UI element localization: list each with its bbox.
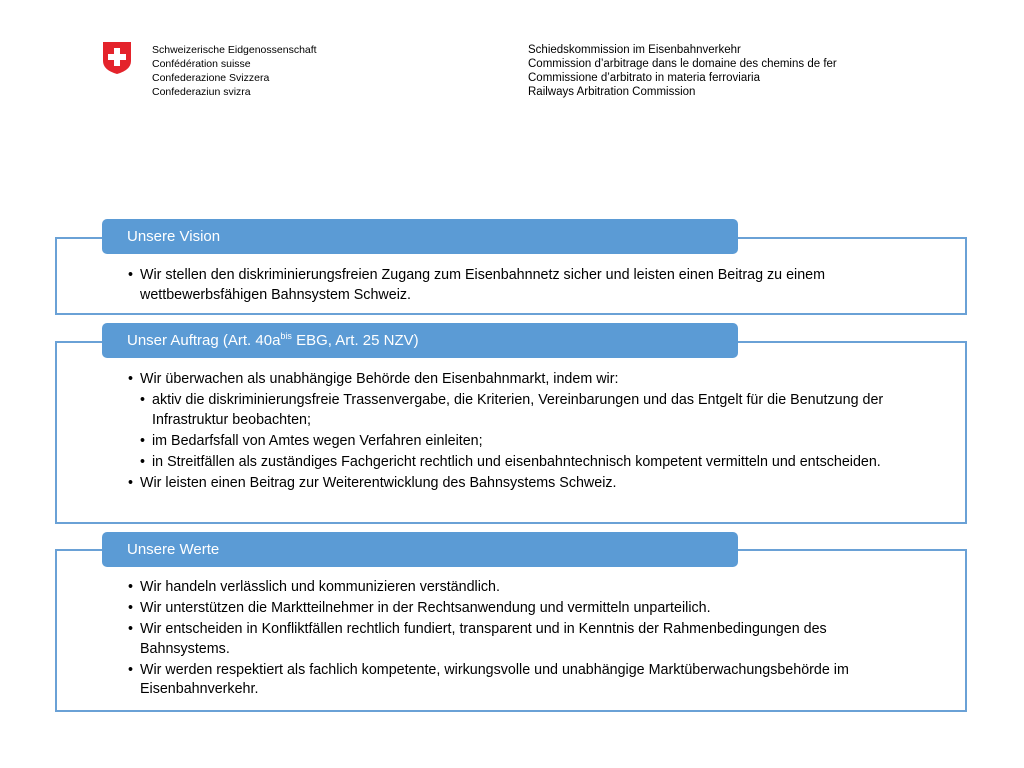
mandate-title-suffix: EBG, Art. 25 NZV) [291,332,419,349]
mandate-title [102,323,738,358]
mandate-subitem: • im Bedarfsfall von Amtes wegen Verfahren einleiten; [140,432,918,452]
values-title [102,532,738,567]
mandate-subitem: • aktiv die diskriminierungsfreie Trassenvergabe, die Kriterien, Vereinbarungen und das Entgelt für die Benutzung der Infrastruktur beobachten; [140,391,918,430]
mandate-content [128,370,918,495]
commission-name-fr: Commission d’arbitrage dans le domaine des chemins de fer [528,58,837,70]
confederation-name-block [152,43,317,99]
confederation-name-it: Confederazione Svizzera [152,72,270,84]
commission-name-it: Commissione d’arbitrato in materia ferroviaria [528,72,760,84]
vision-title [102,219,738,254]
mandate-title-prefix: Unser Auftrag (Art. 40a [127,332,281,349]
values-title-text: Unsere Werte [127,541,220,558]
mandate-subitem: • in Streitfällen als zuständiges Fachgericht rechtlich und eisenbahntechnisch kompetent vermitteln und entscheiden. [140,453,918,473]
vision-item: • Wir stellen den diskriminierungsfreien Zugang zum Eisenbahnnetz sicher und leisten einen Beitrag zu einem wettbewerbsfähigen Bahnsystem Schweiz. [128,266,918,305]
commission-name-de: Schiedskommission im Eisenbahnverkehr [528,44,741,56]
commission-name-en: Railways Arbitration Commission [528,86,696,98]
mandate-item: • Wir leisten einen Beitrag zur Weiterentwicklung des Bahnsystems Schweiz. [128,474,918,494]
mandate-title-sup: bis [280,331,292,341]
vision-content [128,266,918,307]
values-item: • Wir unterstützen die Marktteilnehmer in der Rechtsanwendung und vermitteln unparteilich. [128,599,918,619]
values-item: • Wir werden respektiert als fachlich kompetente, wirkungsvolle und unabhängige Marktüberwachungsbehörde im Eisenbahnverkehr. [128,661,918,700]
values-content [128,578,918,701]
values-item: • Wir handeln verlässlich und kommunizieren verständlich. [128,578,918,598]
confederation-name-fr: Confédération suisse [152,58,251,70]
swiss-flag-icon [102,41,132,75]
confederation-name-rm: Confederaziun svizra [152,86,251,98]
values-item: • Wir entscheiden in Konfliktfällen rechtlich fundiert, transparent und in Kenntnis der Rahmenbedingungen des Bahnsystems. [128,620,918,659]
commission-name-block [528,43,837,99]
confederation-name-de: Schweizerische Eidgenossenschaft [152,44,317,56]
vision-title-text: Unsere Vision [127,228,221,245]
mandate-item: • Wir überwachen als unabhängige Behörde den Eisenbahnmarkt, indem wir: [128,370,918,390]
